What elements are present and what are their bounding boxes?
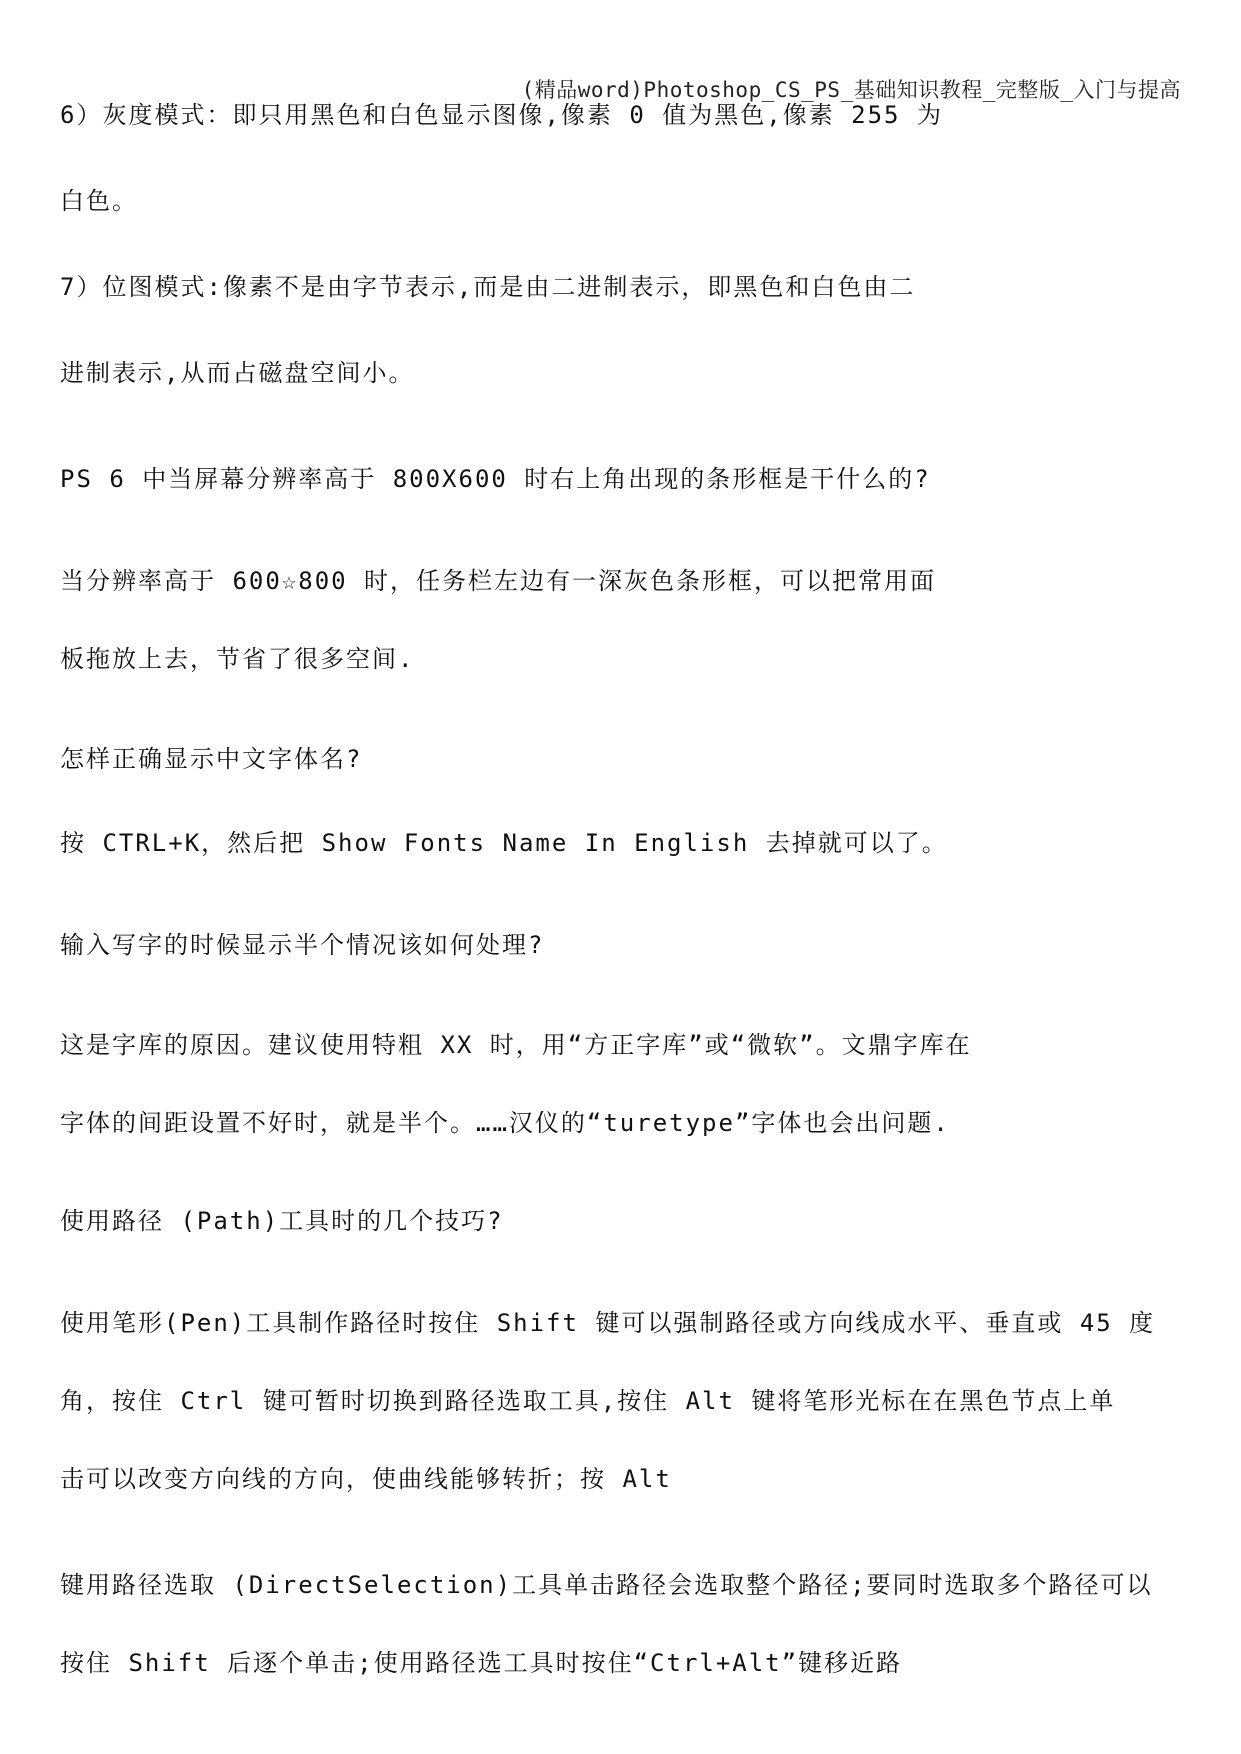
running-header: (精品word)Photoshop_CS_PS_基础知识教程_完整版_入门与提高 [521,78,1181,102]
text-line: 输入写字的时候显示半个情况该如何处理? [60,931,545,959]
text-line: 进制表示,从而占磁盘空间小。 [60,359,415,387]
text-line: 键用路径选取 (DirectSelection)工具单击路径会选取整个路径;要同时选取多个路径可以 [60,1571,1153,1599]
text-line: 使用路径 (Path)工具时的几个技巧? [60,1207,504,1235]
text-line: 角，按住 Ctrl 键可暂时切换到路径选取工具,按住 Alt 键将笔形光标在在黑色节点上单 [60,1387,1116,1415]
text-line: 按住 Shift 后逐个单击;使用路径选工具时按住“Ctrl+Alt”键移近路 [60,1649,903,1677]
text-line: 7）位图模式:像素不是由字节表示,而是由二进制表示，即黑色和白色由二 [60,273,916,301]
text-line: PS 6 中当屏幕分辨率高于 800X600 时右上角出现的条形框是干什么的? [60,465,931,493]
text-line: 怎样正确显示中文字体名? [60,745,363,773]
text-line: 白色。 [60,187,138,215]
text-line: 击可以改变方向线的方向，使曲线能够转折；按 Alt [60,1465,672,1493]
text-line: 当分辨率高于 600☆800 时，任务栏左边有一深灰色条形框，可以把常用面 [60,567,937,595]
text-line: 6）灰度模式：即只用黑色和白色显示图像,像素 0 值为黑色,像素 255 为 [60,101,943,129]
text-line: 按 CTRL+K，然后把 Show Fonts Name In English 去掉就可以了。 [60,829,948,857]
text-line: 这是字库的原因。建议使用特粗 XX 时，用“方正字库”或“微软”。文鼎字库在 [60,1031,972,1059]
text-line: 使用笔形(Pen)工具制作路径时按住 Shift 键可以强制路径或方向线成水平、垂直或 45 度 [60,1309,1156,1337]
text-line: 板拖放上去，节省了很多空间. [60,645,415,673]
text-line: 字体的间距设置不好时，就是半个。……汉仪的“turetype”字体也会出问题. [60,1109,950,1137]
